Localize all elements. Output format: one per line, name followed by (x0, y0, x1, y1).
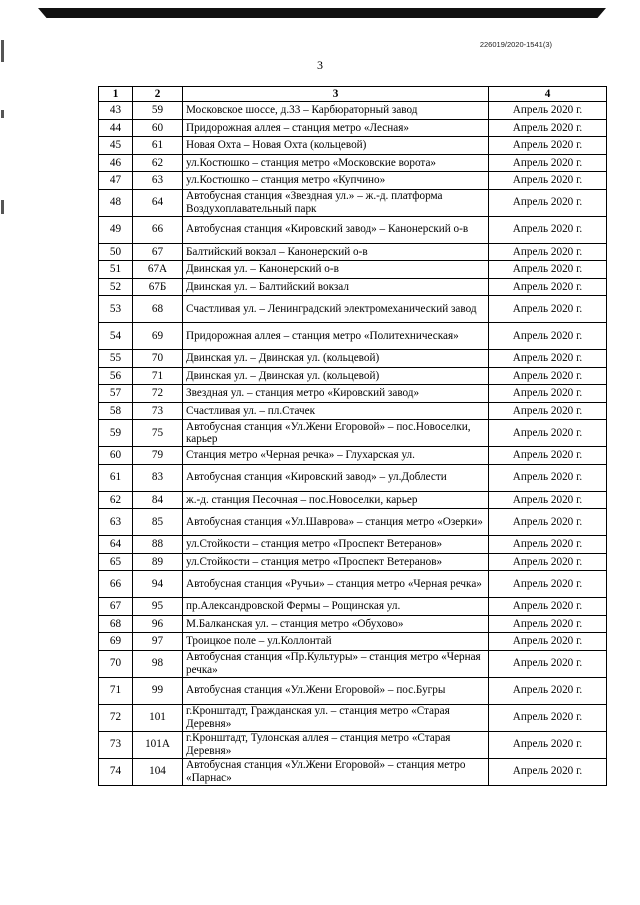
row-number: 54 (99, 323, 133, 350)
table-body (99, 102, 607, 786)
row-number: 44 (99, 119, 133, 137)
route-description: ул.Стойкости – станция метро «Проспект Ветеранов» (183, 553, 489, 571)
date-cell: Апрель 2020 г. (489, 731, 607, 758)
route-number: 69 (133, 323, 183, 350)
route-number: 66 (133, 216, 183, 243)
row-number: 51 (99, 261, 133, 279)
table-row (99, 553, 607, 571)
route-description: Московское шоссе, д.33 – Карбюраторный завод (183, 102, 489, 120)
table-row (99, 243, 607, 261)
row-number: 68 (99, 615, 133, 633)
table-row (99, 172, 607, 190)
route-number: 60 (133, 119, 183, 137)
route-description: Автобусная станция «Ул.Жени Егоровой» – пос.Новоселки, карьер (183, 420, 489, 447)
route-description: ж.-д. станция Песочная – пос.Новоселки, карьер (183, 491, 489, 509)
route-description: Автобусная станция «Пр.Культуры» – станция метро «Черная речка» (183, 650, 489, 677)
date-cell: Апрель 2020 г. (489, 447, 607, 465)
route-description: Счастливая ул. – Ленинградский электромеханический завод (183, 296, 489, 323)
row-number: 64 (99, 536, 133, 554)
page-number: 3 (317, 58, 323, 72)
route-number: 75 (133, 420, 183, 447)
row-number: 56 (99, 367, 133, 385)
route-number: 71 (133, 367, 183, 385)
route-description: Автобусная станция «Ул.Шаврова» – станция метро «Озерки» (183, 509, 489, 536)
route-number: 84 (133, 491, 183, 509)
route-description: Автобусная станция «Кировский завод» – Канонерский о-в (183, 216, 489, 243)
table-row (99, 598, 607, 616)
table-row (99, 571, 607, 598)
route-number: 94 (133, 571, 183, 598)
date-cell: Апрель 2020 г. (489, 102, 607, 120)
route-number: 62 (133, 154, 183, 172)
table-row (99, 385, 607, 403)
date-cell: Апрель 2020 г. (489, 491, 607, 509)
row-number: 63 (99, 509, 133, 536)
date-cell: Апрель 2020 г. (489, 598, 607, 616)
route-number: 61 (133, 137, 183, 155)
route-description: Двинская ул. – Балтийский вокзал (183, 278, 489, 296)
route-description: ул.Стойкости – станция метро «Проспект Ветеранов» (183, 536, 489, 554)
route-number: 99 (133, 677, 183, 704)
row-number: 71 (99, 677, 133, 704)
route-number: 98 (133, 650, 183, 677)
table-row (99, 261, 607, 279)
date-cell: Апрель 2020 г. (489, 216, 607, 243)
routes-table (98, 86, 607, 786)
route-number: 70 (133, 350, 183, 368)
date-cell: Апрель 2020 г. (489, 402, 607, 420)
route-number: 63 (133, 172, 183, 190)
route-description: Автобусная станция «Кировский завод» – ул.Доблести (183, 464, 489, 491)
scan-edge-marks (0, 0, 8, 905)
date-cell: Апрель 2020 г. (489, 509, 607, 536)
date-cell: Апрель 2020 г. (489, 536, 607, 554)
route-description: г.Кронштадт, Тулонская аллея – станция метро «Старая Деревня» (183, 731, 489, 758)
date-cell: Апрель 2020 г. (489, 367, 607, 385)
table-row (99, 704, 607, 731)
row-number: 55 (99, 350, 133, 368)
route-number: 83 (133, 464, 183, 491)
row-number: 45 (99, 137, 133, 155)
row-number: 53 (99, 296, 133, 323)
row-number: 72 (99, 704, 133, 731)
route-description: Троицкое поле – ул.Коллонтай (183, 633, 489, 651)
route-number: 59 (133, 102, 183, 120)
table-row (99, 447, 607, 465)
route-number: 67Б (133, 278, 183, 296)
row-number: 67 (99, 598, 133, 616)
table-row (99, 216, 607, 243)
table-row (99, 350, 607, 368)
table-row (99, 536, 607, 554)
route-description: Придорожная аллея – станция метро «Политехническая» (183, 323, 489, 350)
date-cell: Апрель 2020 г. (489, 758, 607, 785)
row-number: 73 (99, 731, 133, 758)
route-description: Счастливая ул. – пл.Стачек (183, 402, 489, 420)
route-number: 101А (133, 731, 183, 758)
table-row (99, 119, 607, 137)
row-number: 66 (99, 571, 133, 598)
route-description: Звездная ул. – станция метро «Кировский завод» (183, 385, 489, 403)
route-number: 64 (133, 189, 183, 216)
route-description: ул.Костюшко – станция метро «Московские ворота» (183, 154, 489, 172)
row-number: 61 (99, 464, 133, 491)
table-row (99, 402, 607, 420)
row-number: 50 (99, 243, 133, 261)
table-row (99, 464, 607, 491)
row-number: 60 (99, 447, 133, 465)
route-number: 72 (133, 385, 183, 403)
date-cell: Апрель 2020 г. (489, 137, 607, 155)
route-description: Автобусная станция «Ул.Жени Егоровой» – пос.Бугры (183, 677, 489, 704)
route-number: 104 (133, 758, 183, 785)
date-cell: Апрель 2020 г. (489, 677, 607, 704)
table-row (99, 731, 607, 758)
route-description: пр.Александровской Фермы – Рощинская ул. (183, 598, 489, 616)
table-row (99, 758, 607, 785)
row-number: 47 (99, 172, 133, 190)
row-number: 69 (99, 633, 133, 651)
date-cell: Апрель 2020 г. (489, 633, 607, 651)
table-row (99, 491, 607, 509)
header-col-3: 3 (183, 87, 489, 102)
table-row (99, 323, 607, 350)
row-number: 46 (99, 154, 133, 172)
row-number: 70 (99, 650, 133, 677)
route-description: Двинская ул. – Двинская ул. (кольцевой) (183, 367, 489, 385)
table-row (99, 154, 607, 172)
date-cell: Апрель 2020 г. (489, 243, 607, 261)
route-description: ул.Костюшко – станция метро «Купчино» (183, 172, 489, 190)
date-cell: Апрель 2020 г. (489, 189, 607, 216)
date-cell: Апрель 2020 г. (489, 119, 607, 137)
row-number: 49 (99, 216, 133, 243)
table-row (99, 296, 607, 323)
row-number: 57 (99, 385, 133, 403)
table-row (99, 420, 607, 447)
table-row (99, 633, 607, 651)
route-description: Новая Охта – Новая Охта (кольцевой) (183, 137, 489, 155)
header-col-1: 1 (99, 87, 133, 102)
document-number: 226019/2020-1541(3) (479, 40, 552, 49)
route-description: Двинская ул. – Двинская ул. (кольцевой) (183, 350, 489, 368)
route-number: 68 (133, 296, 183, 323)
date-cell: Апрель 2020 г. (489, 553, 607, 571)
route-description: Балтийский вокзал – Канонерский о-в (183, 243, 489, 261)
row-number: 43 (99, 102, 133, 120)
date-cell: Апрель 2020 г. (489, 571, 607, 598)
row-number: 58 (99, 402, 133, 420)
date-cell: Апрель 2020 г. (489, 261, 607, 279)
route-description: Автобусная станция «Ул.Жени Егоровой» – станция метро «Парнас» (183, 758, 489, 785)
table-row (99, 102, 607, 120)
route-number: 95 (133, 598, 183, 616)
route-number: 101 (133, 704, 183, 731)
route-description: Станция метро «Черная речка» – Глухарская ул. (183, 447, 489, 465)
table-row (99, 650, 607, 677)
date-cell: Апрель 2020 г. (489, 464, 607, 491)
header-col-4: 4 (489, 87, 607, 102)
table-row (99, 615, 607, 633)
row-number: 52 (99, 278, 133, 296)
route-description: Придорожная аллея – станция метро «Лесная» (183, 119, 489, 137)
route-description: г.Кронштадт, Гражданская ул. – станция метро «Старая Деревня» (183, 704, 489, 731)
route-number: 85 (133, 509, 183, 536)
date-cell: Апрель 2020 г. (489, 154, 607, 172)
date-cell: Апрель 2020 г. (489, 615, 607, 633)
date-cell: Апрель 2020 г. (489, 296, 607, 323)
table-row (99, 367, 607, 385)
table-row (99, 137, 607, 155)
route-number: 96 (133, 615, 183, 633)
date-cell: Апрель 2020 г. (489, 420, 607, 447)
header-col-2: 2 (133, 87, 183, 102)
date-cell: Апрель 2020 г. (489, 172, 607, 190)
table-row (99, 189, 607, 216)
route-number: 67А (133, 261, 183, 279)
route-description: Автобусная станция «Ручьи» – станция метро «Черная речка» (183, 571, 489, 598)
date-cell: Апрель 2020 г. (489, 278, 607, 296)
table-row (99, 509, 607, 536)
row-number: 65 (99, 553, 133, 571)
row-number: 59 (99, 420, 133, 447)
route-number: 73 (133, 402, 183, 420)
row-number: 62 (99, 491, 133, 509)
route-description: Автобусная станция «Звездная ул.» – ж.-д. платформа Воздухоплавательный парк (183, 189, 489, 216)
table-header-row (99, 87, 607, 102)
row-number: 48 (99, 189, 133, 216)
route-number: 67 (133, 243, 183, 261)
route-number: 79 (133, 447, 183, 465)
row-number: 74 (99, 758, 133, 785)
date-cell: Апрель 2020 г. (489, 350, 607, 368)
route-description: Двинская ул. – Канонерский о-в (183, 261, 489, 279)
scan-top-bar (38, 8, 606, 18)
table-row (99, 677, 607, 704)
date-cell: Апрель 2020 г. (489, 704, 607, 731)
date-cell: Апрель 2020 г. (489, 650, 607, 677)
route-number: 89 (133, 553, 183, 571)
route-description: М.Балканская ул. – станция метро «Обухово» (183, 615, 489, 633)
date-cell: Апрель 2020 г. (489, 385, 607, 403)
table-row (99, 278, 607, 296)
route-number: 97 (133, 633, 183, 651)
date-cell: Апрель 2020 г. (489, 323, 607, 350)
route-number: 88 (133, 536, 183, 554)
